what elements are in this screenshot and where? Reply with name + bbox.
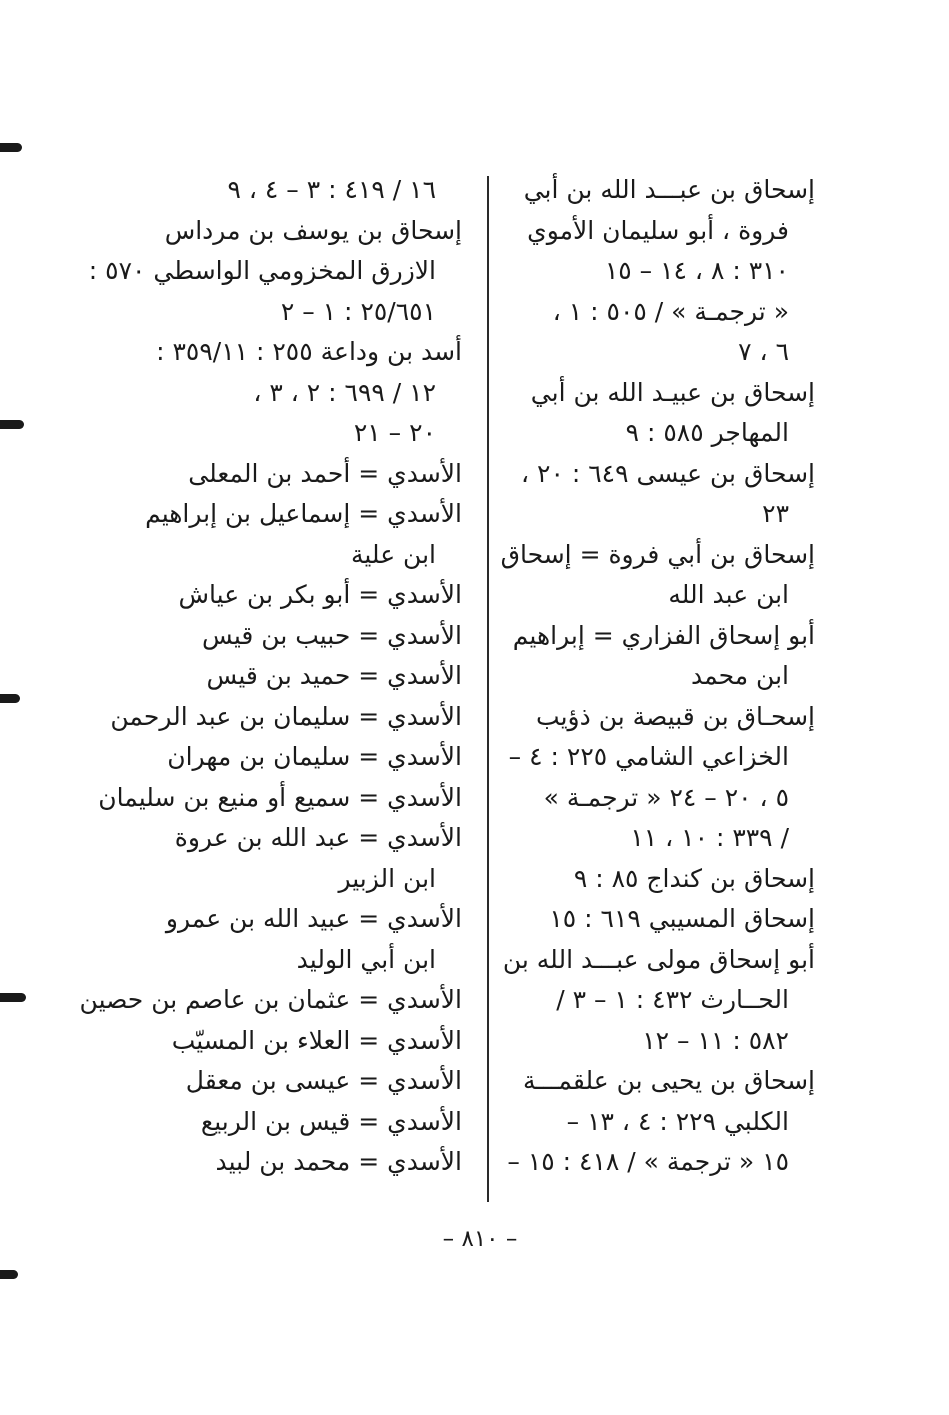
index-entry-continuation: ابن أبي الوليد <box>296 944 436 974</box>
index-entry-continuation: ابن علية <box>350 539 436 569</box>
index-entry-continuation: ٣١٠ : ٨ ، ١٤ – ١٥ <box>604 256 789 285</box>
index-entry-continuation: ٢٥/٦٥١ : ١ – ٢ <box>280 296 436 326</box>
index-entry-continuation: ١٦ / ٤١٩ : ٣ – ٤ ، ٩ <box>227 175 436 204</box>
index-entry-continuation: المهاجر ٥٨٥ : ٩ <box>625 418 789 447</box>
margin-mark <box>0 1270 18 1279</box>
index-entry: إسحـاق بن قبيصة بن ذؤيب <box>536 701 815 731</box>
index-entry-continuation: الخزاعي الشامي ٢٢٥ : ٤ – <box>508 742 789 771</box>
index-entry-continuation: ٦ ، ٧ <box>738 337 789 366</box>
index-entry-continuation: ٥ ، ٢٠ – ٢٤ « ترجمـة » <box>543 782 789 812</box>
index-entry: الأسدي = سليمان بن مهران <box>167 742 462 771</box>
index-entry: الأسدي = عثمان بن عاصم بن حصين <box>79 985 462 1014</box>
index-entry: إسحاق بن يحيى بن علقمـــة <box>523 1066 815 1095</box>
index-entry: الأسدي = عيسى بن معقل <box>185 1066 462 1095</box>
index-entry: إسحاق بن عبيـد الله بن أبي <box>530 377 815 407</box>
index-entry-continuation: الحــارث ٤٣٢ : ١ – ٣ / <box>556 985 789 1014</box>
margin-mark <box>0 420 24 429</box>
index-entry: الأسدي = سليمان بن عبد الرحمن <box>110 701 462 731</box>
index-entry-continuation: / ٣٣٩ : ١٠ ، ١١ <box>630 823 789 852</box>
page-number: – ٨١٠ – <box>442 1226 518 1252</box>
index-entry: الأسدي = سميع أو منيع بن سليمان <box>98 782 462 812</box>
index-column-left <box>79 170 462 1183</box>
index-entry-continuation: ابن محمد <box>691 661 789 690</box>
index-entry: أبو إسحاق مولى عبـــد الله بن <box>502 944 815 974</box>
index-entry: إسحاق بن يوسف بن مرداس <box>164 215 462 245</box>
index-entry: الأسدي = العلاء بن المسيّب <box>171 1025 462 1055</box>
index-entry: الأسدي = أبو بكر بن عياش <box>178 580 462 609</box>
column-divider <box>487 176 489 1202</box>
index-entry: الأسدي = أحمد بن المعلى <box>188 458 462 488</box>
index-entry: إسحاق بن عبـــد الله بن أبي <box>523 175 815 204</box>
index-entry-continuation: ١٢ / ٦٩٩ : ٢ ، ٣ ، <box>253 377 436 407</box>
index-entry: إسحاق بن أبي فروة = إسحاق <box>500 539 815 569</box>
index-entry: الأسدي = إسماعيل بن إبراهيم <box>145 499 462 528</box>
index-entry: الأسدي = عبد الله بن عروة <box>174 823 462 852</box>
index-entry: الأسدي = حميد بن قيس <box>206 661 462 690</box>
index-entry-continuation: ١٥ « ترجمة » / ٤١٨ : ١٥ – <box>507 1147 789 1176</box>
index-entry-continuation: « ترجمـة » / ٥٠٥ : ١ ، <box>552 296 789 326</box>
index-entry-continuation: ٢٣ <box>762 499 789 528</box>
index-entry: الأسدي = قيس بن الربيع <box>200 1106 462 1136</box>
index-entry: الأسدي = محمد بن لبيد <box>215 1147 462 1176</box>
index-entry: أبو إسحاق الفزاري = إبراهيم <box>512 620 815 650</box>
index-entry-continuation: ابن الزبير <box>338 863 436 893</box>
index-entry-continuation: ٥٨٢ : ١١ – ١٢ <box>642 1025 789 1055</box>
margin-mark <box>0 694 20 703</box>
index-entry-continuation: الازرق المخزومي الواسطي ٥٧٠ : <box>88 256 436 285</box>
index-column-right <box>500 170 815 1183</box>
index-entry: الأسدي = عبيد الله بن عمرو <box>165 904 462 933</box>
index-entry: إسحاق بن عيسى ٦٤٩ : ٢٠ ، <box>521 458 815 488</box>
index-entry: إسحاق المسيبي ٦١٩ : ١٥ <box>549 904 815 933</box>
margin-mark <box>0 993 26 1002</box>
index-entry-continuation: ٢٠ – ٢١ <box>353 418 436 447</box>
index-entry: أسد بن وداعة ٢٥٥ : ٣٥٩/١١ : <box>156 337 462 366</box>
index-entry-continuation: الكلبي ٢٢٩ : ٤ ، ١٣ – <box>566 1106 789 1136</box>
margin-mark <box>0 143 22 152</box>
index-entry: الأسدي = حبيب بن قيس <box>201 620 462 650</box>
index-entry-continuation: ابن عبد الله <box>668 580 789 609</box>
index-entry: إسحاق بن كنداج ٨٥ : ٩ <box>573 863 815 893</box>
index-entry-continuation: فروة ، أبو سليمان الأموي <box>527 215 789 245</box>
